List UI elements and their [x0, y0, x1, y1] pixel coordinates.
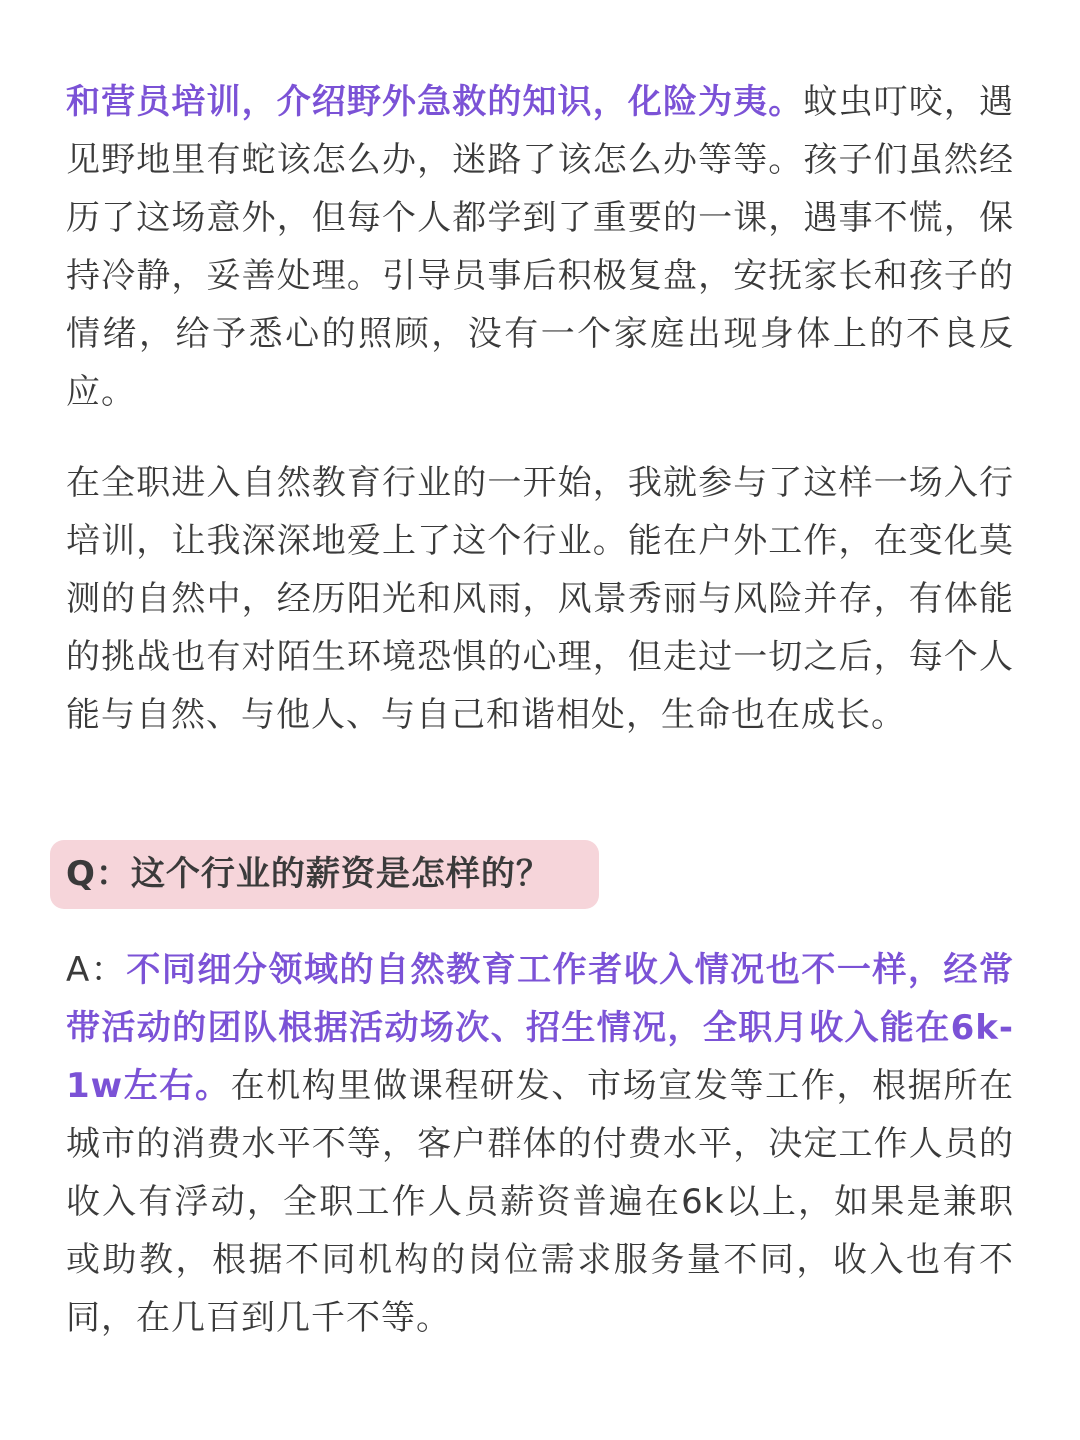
paragraph-career-start [66, 454, 1014, 744]
paragraph-first-aid-text: 蚊虫叮咬，遇见野地里有蛇该怎么办，迷路了该怎么办等等。孩子们虽然经历了这场意外，但每个人都学到了重要的一课，遇事不慌，保持冷静，妥善处理。引导员事后积极复盘，安抚家长和孩子的情绪，给予悉心的照顾，没有一个家庭出现身体上的不良反应。 [66, 82, 1014, 412]
answer-prefix: A： [66, 950, 127, 990]
paragraph-career-start-text: 在全职进入自然教育行业的一开始，我就参与了这样一场入行培训，让我深深地爱上了这个行业。能在户外工作，在变化莫测的自然中，经历阳光和风雨，风景秀丽与风险并存，有体能的挑战也有对陌生环境恐惧的心理，但走过一切之后，每个人能与自然、与他人、与自己和谐相处，生命也在成长。 [66, 463, 1014, 735]
paragraph-first-aid [66, 73, 1014, 421]
paragraph-first-aid-highlight: 和营员培训，介绍野外急救的知识，化险为夷。 [66, 82, 804, 122]
answer-highlight: 不同细分领域的自然教育工作者收入情况也不一样，经常带活动的团队根据活动场次、招生情况，全职月收入能在6k-1w左右。 [66, 950, 1015, 1106]
answer-text: 在机构里做课程研发、市场宣发等工作，根据所在城市的消费水平不等，客户群体的付费水平，决定工作人员的收入有浮动，全职工作人员薪资普遍在6k以上，如果是兼职或助教，根据不同机构的岗位需求服务量不同，收入也有不同，在几百到几千不等。 [66, 1066, 1014, 1338]
question-heading: Q：这个行业的薪资是怎样的？ [66, 854, 551, 894]
answer-paragraph [66, 941, 1014, 1347]
